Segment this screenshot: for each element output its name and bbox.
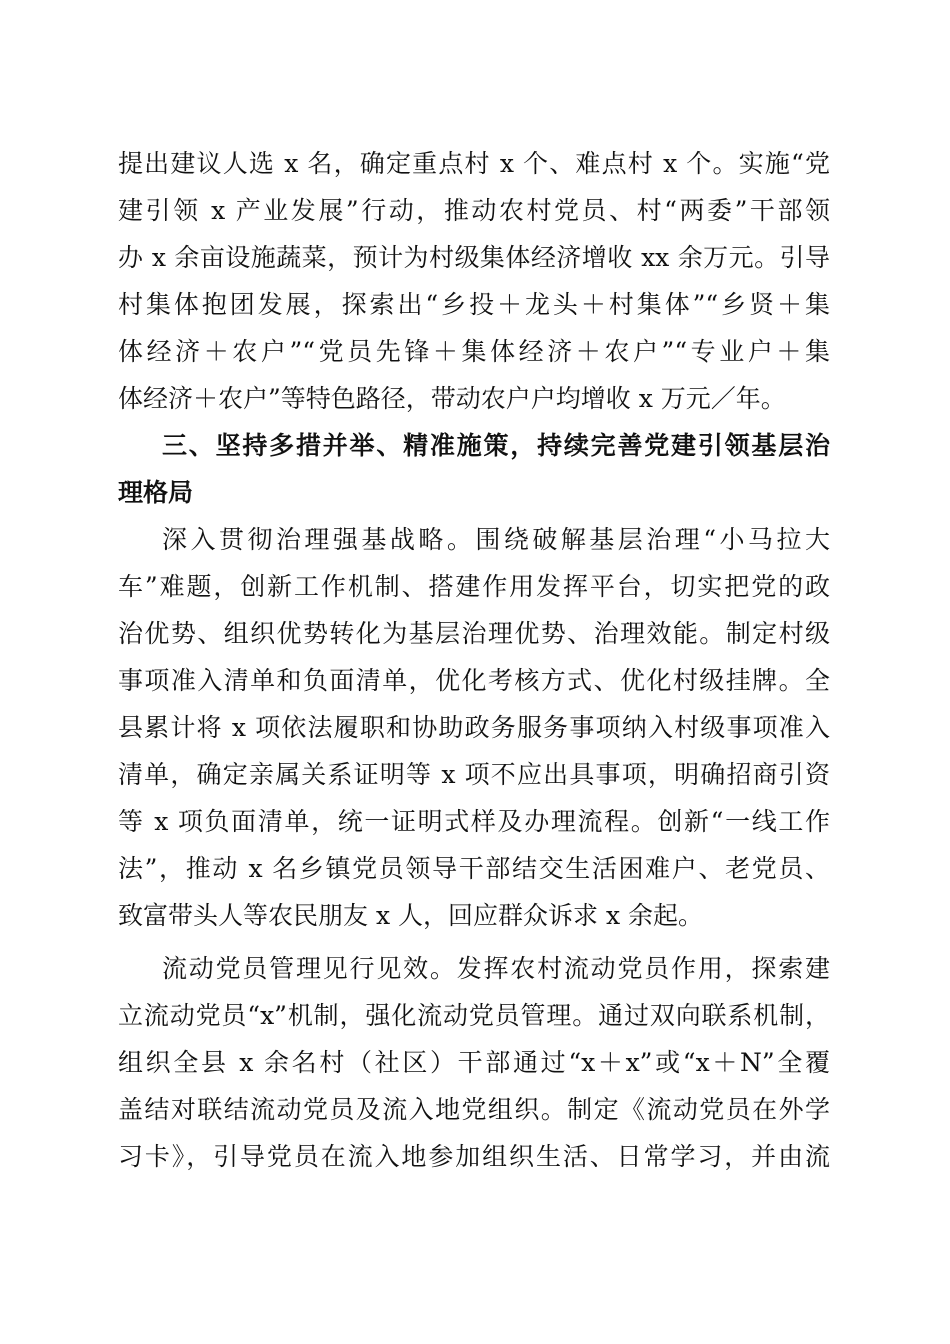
text-line: 等 x 项负面清单，统一证明式样及办理流程。创新“一线工作 [118,807,830,836]
text-line: 建引领 x 产业发展”行动，推动农村党员、村“两委”干部领 [118,196,830,225]
text-line: 深入贯彻治理强基战略。围绕破解基层治理“小马拉大 [162,525,830,554]
heading-line: 理格局 [118,478,194,507]
text-line: 致富带头人等农民朋友 x 人，回应群众诉求 x 余起。 [118,901,703,930]
text-line: 体经济＋农户”“党员先锋＋集体经济＋农户”“专业户＋集 [118,337,830,366]
text-line: 体经济＋农户”等特色路径，带动农户户均增收 x 万元／年。 [118,384,786,413]
paragraph-mobile-members [118,945,830,1180]
text-line: 法”，推动 x 名乡镇党员领导干部结交生活困难户、老党员、 [118,854,830,883]
text-line: 盖结对联结流动党员及流入地党组织。制定《流动党员在外学 [118,1095,830,1124]
text-line: 清单，确定亲属关系证明等 x 项不应出具事项，明确招商引资 [118,760,830,789]
text-line: 提出建议人选 x 名，确定重点村 x 个、难点村 x 个。实施“党 [118,149,830,178]
text-line: 流动党员管理见行见效。发挥农村流动党员作用，探索建 [162,954,830,983]
document-page [118,140,830,1180]
text-line: 事项准入清单和负面清单，优化考核方式、优化村级挂牌。全 [118,666,830,695]
text-line: 立流动党员“x”机制，强化流动党员管理。通过双向联系机制， [118,1001,830,1030]
text-line: 组织全县 x 余名村（社区）干部通过“x＋x”或“x＋N”全覆 [118,1048,830,1077]
paragraph-governance [118,516,830,939]
text-line: 村集体抱团发展，探索出“乡投＋龙头＋村集体”“乡贤＋集 [118,290,830,319]
text-line: 车”难题，创新工作机制、搭建作用发挥平台，切实把党的政 [118,572,830,601]
text-line: 习卡》，引导党员在流入地参加组织生活、日常学习，并由流 [118,1142,830,1171]
text-line: 办 x 余亩设施蔬菜，预计为村级集体经济增收 xx 余万元。引导 [118,243,830,272]
paragraph-continuation [118,140,830,422]
text-line: 县累计将 x 项依法履职和协助政务服务事项纳入村级事项准入 [118,713,830,742]
section-heading [118,422,830,516]
text-line: 治优势、组织优势转化为基层治理优势、治理效能。制定村级 [118,619,830,648]
heading-line: 三、坚持多措并举、精准施策，持续完善党建引领基层治 [162,431,830,460]
